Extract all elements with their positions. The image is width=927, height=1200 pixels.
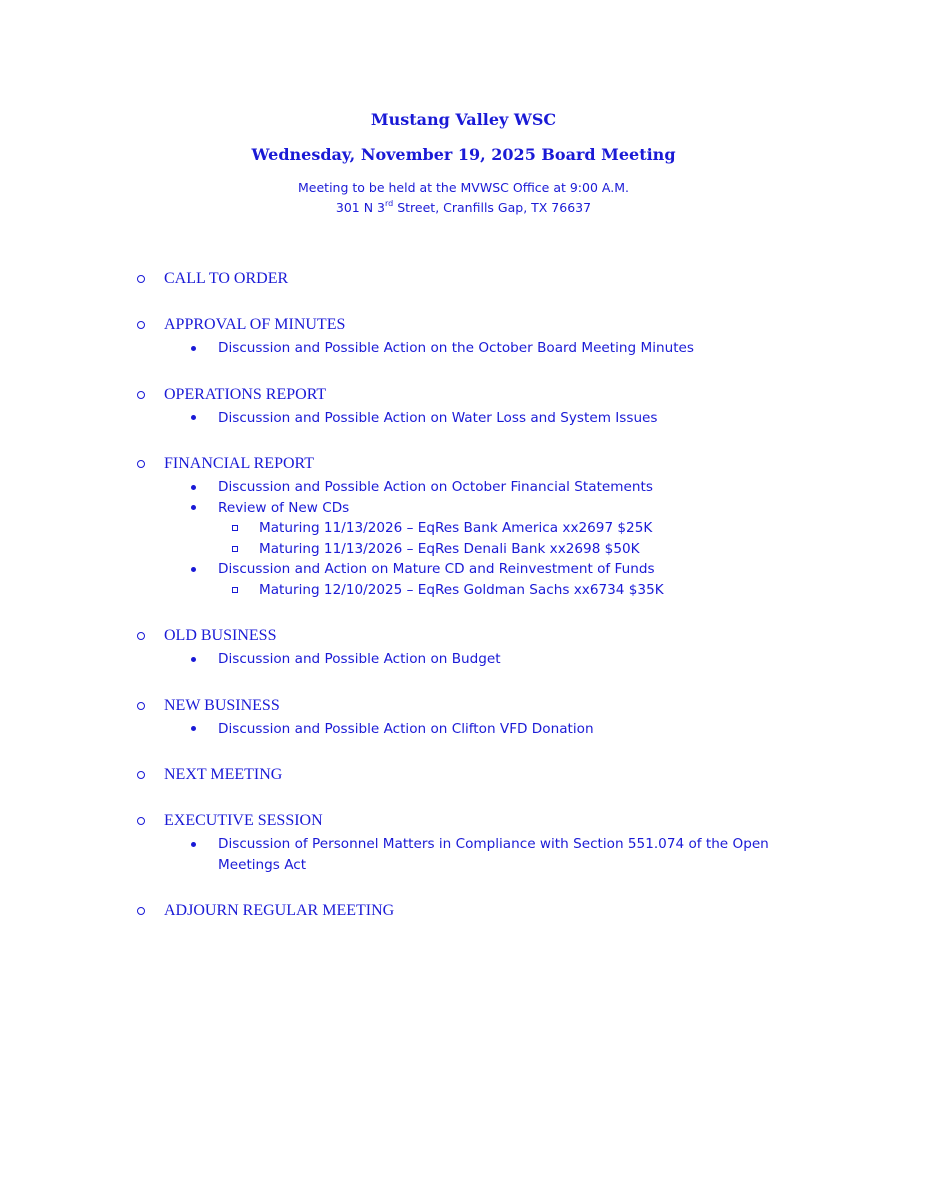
section-spacer bbox=[0, 359, 927, 378]
agenda-item-text: Discussion and Possible Action on Budget bbox=[218, 651, 501, 667]
agenda-subitem-text: Maturing 12/10/2025 – EqRes Goldman Sachs xx6734 $35K bbox=[259, 581, 664, 598]
agenda-section-header bbox=[0, 308, 927, 335]
hollow-circle-bullet-icon bbox=[137, 460, 145, 468]
organization-title: Mustang Valley WSC bbox=[370, 110, 557, 129]
agenda-item-text: Discussion and Possible Action on October Financial Statements bbox=[218, 479, 653, 495]
filled-bullet-icon bbox=[191, 485, 196, 490]
agenda-section-header bbox=[0, 758, 927, 785]
agenda-item-text: Discussion and Possible Action on Water Loss and System Issues bbox=[218, 409, 658, 426]
filled-bullet-icon bbox=[191, 726, 196, 731]
agenda-section bbox=[0, 758, 927, 804]
meeting-location: Meeting to be held at the MVWSC Office at 9:00 A.M. bbox=[298, 180, 629, 195]
agenda-item-list bbox=[0, 408, 927, 429]
agenda-item bbox=[0, 408, 927, 429]
section-spacer bbox=[0, 739, 927, 758]
agenda-section-header bbox=[0, 804, 927, 831]
hollow-circle-bullet-icon bbox=[137, 275, 145, 283]
agenda-section-header bbox=[0, 619, 927, 646]
agenda-section-title: EXECUTIVE SESSION bbox=[164, 812, 323, 829]
hollow-circle-bullet-icon bbox=[137, 907, 145, 915]
agenda-item-list bbox=[0, 477, 927, 600]
section-spacer bbox=[0, 670, 927, 689]
agenda-section-header bbox=[0, 447, 927, 474]
agenda-item-text: Discussion and Possible Action on Clifton VFD Donation bbox=[218, 720, 594, 737]
hollow-circle-bullet-icon bbox=[137, 771, 145, 779]
square-bullet-icon bbox=[232, 546, 238, 552]
agenda-item bbox=[0, 649, 927, 670]
agenda-subitem bbox=[0, 539, 927, 560]
agenda-section-title: NEXT MEETING bbox=[164, 766, 283, 783]
agenda-section bbox=[0, 689, 927, 759]
section-spacer bbox=[0, 875, 927, 894]
meeting-address bbox=[0, 200, 927, 216]
section-spacer bbox=[0, 785, 927, 804]
agenda-section bbox=[0, 804, 927, 894]
agenda-section bbox=[0, 378, 927, 448]
agenda-item-text: Discussion and Possible Action on the October Board Meeting Minutes bbox=[218, 340, 694, 356]
agenda-item bbox=[0, 834, 927, 875]
agenda-section-title: ADJOURN REGULAR MEETING bbox=[164, 902, 395, 919]
agenda-item-list bbox=[0, 649, 927, 670]
agenda-subitem-text: Maturing 11/13/2026 – EqRes Bank America xx2697 $25K bbox=[259, 520, 653, 536]
filled-bullet-icon bbox=[191, 505, 196, 510]
agenda-item bbox=[0, 338, 927, 359]
address-superscript: rd bbox=[385, 199, 394, 208]
agenda-section bbox=[0, 619, 927, 689]
agenda-item bbox=[0, 498, 927, 519]
filled-bullet-icon bbox=[191, 415, 196, 420]
agenda-section-title: FINANCIAL REPORT bbox=[164, 455, 315, 472]
agenda-section-header bbox=[0, 262, 927, 289]
agenda-list bbox=[0, 262, 927, 940]
filled-bullet-icon bbox=[191, 657, 196, 662]
agenda-item bbox=[0, 477, 927, 498]
filled-bullet-icon bbox=[191, 842, 196, 847]
agenda-section bbox=[0, 447, 927, 619]
agenda-item-text: Review of New CDs bbox=[218, 499, 350, 516]
agenda-item bbox=[0, 719, 927, 740]
agenda-item-list bbox=[0, 719, 927, 740]
hollow-circle-bullet-icon bbox=[137, 391, 145, 399]
square-bullet-icon bbox=[232, 587, 238, 593]
agenda-section-title: CALL TO ORDER bbox=[164, 270, 289, 287]
agenda-item bbox=[0, 559, 927, 580]
address-suffix: Street, Cranfills Gap, TX 76637 bbox=[393, 200, 592, 215]
hollow-circle-bullet-icon bbox=[137, 702, 145, 710]
section-spacer bbox=[0, 921, 927, 940]
agenda-section bbox=[0, 308, 927, 378]
agenda-item-text: Discussion and Action on Mature CD and Reinvestment of Funds bbox=[218, 561, 655, 577]
agenda-item-text: Discussion of Personnel Matters in Compliance with Section 551.074 of the Open Meetings Act bbox=[218, 836, 769, 873]
filled-bullet-icon bbox=[191, 346, 196, 351]
agenda-section-header bbox=[0, 894, 927, 921]
section-spacer bbox=[0, 428, 927, 447]
agenda-subitem bbox=[0, 580, 927, 601]
agenda-section-title: OLD BUSINESS bbox=[164, 627, 277, 644]
section-spacer bbox=[0, 289, 927, 308]
square-bullet-icon bbox=[232, 525, 238, 531]
agenda-section-title: OPERATIONS REPORT bbox=[164, 385, 327, 403]
agenda-item-list bbox=[0, 834, 927, 875]
agenda-subitem bbox=[0, 518, 927, 539]
agenda-section-title: NEW BUSINESS bbox=[164, 696, 280, 714]
agenda-section-title: APPROVAL OF MINUTES bbox=[164, 316, 346, 333]
meeting-title: Wednesday, November 19, 2025 Board Meeting bbox=[251, 145, 676, 164]
agenda-section-header bbox=[0, 378, 927, 405]
hollow-circle-bullet-icon bbox=[137, 817, 145, 825]
agenda-subitem-text: Maturing 11/13/2026 – EqRes Denali Bank xx2698 $50K bbox=[259, 540, 640, 557]
agenda-item-list bbox=[0, 338, 927, 359]
hollow-circle-bullet-icon bbox=[137, 321, 145, 329]
agenda-section bbox=[0, 894, 927, 940]
agenda-section-header bbox=[0, 689, 927, 716]
section-spacer bbox=[0, 600, 927, 619]
address-prefix: 301 N 3 bbox=[335, 200, 386, 215]
agenda-section bbox=[0, 262, 927, 308]
filled-bullet-icon bbox=[191, 567, 196, 572]
hollow-circle-bullet-icon bbox=[137, 632, 145, 640]
